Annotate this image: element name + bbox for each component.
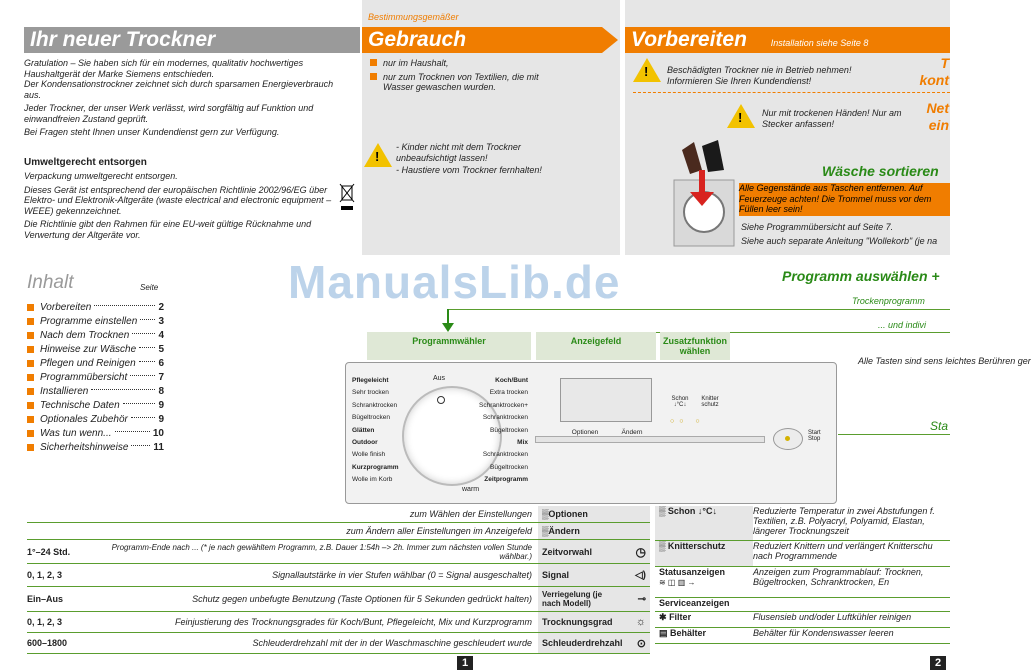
env-p2: Dieses Gerät ist entsprechend der europäischen Richtlinie 2002/96/EG über Elektro- und Elektronik-Altgeräte (waste electrical and electronic equipment – WEEE) gekennzeichnet. <box>24 184 332 216</box>
button-strip <box>535 436 765 443</box>
dial-indicator <box>437 396 445 404</box>
middle-header-small: Bestimmungsgemäßer <box>368 12 459 22</box>
bullet-icon <box>27 360 34 367</box>
bullet-icon <box>27 444 34 451</box>
led-dots: ○○ ○ <box>670 418 705 425</box>
toc-item[interactable]: Sicherheitshinweise 11 <box>27 440 164 454</box>
dial-bottom-label: warm <box>462 486 480 493</box>
program-label: Schranktrocken <box>482 414 528 422</box>
tab-anzeigefeld: Anzeigefeld <box>536 332 656 360</box>
program-title: Programm auswählen + <box>782 268 940 284</box>
program-line1: Trockenprogramm <box>852 296 925 306</box>
env-p1: Verpackung umweltgerecht entsorgen. <box>24 171 178 181</box>
start-led <box>785 436 790 441</box>
middle-item: nur zum Trocknen von Textilien, die mit Wasser gewaschen wurden. <box>370 72 570 93</box>
program-label: Bügeltrocken <box>490 426 528 434</box>
right-warn2: Nur mit trockenen Händen! Nur am Stecker anfassen! <box>762 108 902 129</box>
watermark: ManualsLib.de <box>288 256 621 308</box>
aendern-key: ▒ Ändern <box>538 523 650 539</box>
bullet-icon <box>370 73 377 80</box>
tasten-note: Alle Tasten sind sens leichtes Berühren ger <box>858 356 1031 366</box>
right-table-row: ▤ Behälter Behälter für Kondenswasser leeren <box>655 628 950 644</box>
tab-programmwaehler: Programmwähler <box>367 332 531 360</box>
toc-item[interactable]: Vorbereiten 2 <box>27 300 164 314</box>
toc-page-label: Seite <box>140 283 159 292</box>
warning-icon: ! <box>633 58 661 82</box>
program-label: Pflegeleicht <box>352 377 389 384</box>
table-row: 600–1800 Schleuderdrehzahl mit der in der Waschmaschine geschleudert wurde Schleuderdrehzahl ⊙ <box>27 633 650 654</box>
arrow-down-icon <box>441 309 455 333</box>
right-programs <box>468 375 528 487</box>
spin-icon: ⊙ <box>636 637 646 650</box>
right-warn1: Beschädigten Trockner nie in Betrieb nehmen! Informieren Sie Ihren Kundendienst! <box>667 65 852 86</box>
bullet-icon <box>27 402 34 409</box>
toc-item[interactable]: Pflegen und Reinigen 6 <box>27 356 164 370</box>
program-label: Wolle im Korb <box>352 476 393 484</box>
sort-highlight: Alle Gegenstände aus Taschen entfernen. Auf Feuerzeuge achten! Die Trommel muss vor dem Füllen leer sein! <box>739 183 950 216</box>
program-label: Schranktrocken <box>352 401 398 409</box>
program-label: Koch/Bunt <box>495 377 528 384</box>
bullet-icon <box>27 374 34 381</box>
left-header: Ihr neuer Trockner <box>24 27 360 53</box>
left-programs <box>352 375 412 487</box>
laundry-drum-image <box>672 140 734 248</box>
bullet-icon <box>27 388 34 395</box>
toc-item[interactable]: Technische Daten 9 <box>27 398 164 412</box>
middle-item: nur im Haushalt, <box>370 58 570 69</box>
status-icons: ≋ ◫ ▥ → <box>659 578 696 587</box>
right-table-row: ▒ Schon ↓°C↓ Reduzierte Temperatur in zwei Abstufungen f. Textilien, z.B. Polyacryl, Polyamid, Elastan, längerer Trocknungszeit <box>655 506 950 541</box>
middle-header: Gebrauch <box>362 27 602 53</box>
table-row: 0, 1, 2, 3 Signallautstärke in vier Stufen wählbar (0 = Signal ausgeschaltet) Signal ◁) <box>27 564 650 587</box>
intro-p1: Gratulation – Sie haben sich für ein modernes, qualitativ hochwertiges Haushaltgerät der Marke Siemens entschieden. <box>24 58 304 79</box>
program-label: Schranktrocken+ <box>479 401 528 409</box>
toc-item[interactable]: Was tun wenn... 10 <box>27 426 164 440</box>
intro-text <box>24 58 342 138</box>
toc-item[interactable]: Hinweise zur Wäsche 5 <box>27 342 164 356</box>
optionen-button[interactable]: Optionen <box>563 427 607 441</box>
bullet-icon <box>27 346 34 353</box>
bullet-icon <box>27 332 34 339</box>
bullet-icon <box>370 59 377 66</box>
program-label: Outdoor <box>352 439 378 447</box>
right-side1: T kont <box>919 55 949 88</box>
program-label: Zeitprogramm <box>484 476 528 484</box>
right-table-row: ▒ Knitterschutz Reduziert Knittern und verlängert Knitterschu nach Programmende <box>655 541 950 567</box>
right-table-row: Serviceanzeigen <box>655 598 950 612</box>
right-table-row: ✱ Filter Flusensieb und/oder Luftkühler reinigen <box>655 612 950 628</box>
table-row: zum Wählen der Einstellungen ▒ Optionen <box>27 506 650 523</box>
bullet-icon <box>27 430 34 437</box>
weee-bin-icon <box>338 180 356 212</box>
sort-title: Wäsche sortieren <box>822 163 939 179</box>
right-table-row: Statusanzeigen ≋ ◫ ▥ → Anzeigen zum Programmablauf: Trocknen, Bügeltrocken, Schranktrocken, En <box>655 567 950 598</box>
bullet-icon <box>27 416 34 423</box>
sta-label: Sta <box>930 419 949 433</box>
middle-items <box>370 58 570 93</box>
intro-p2: Der Kondensationstrockner zeichnet sich durch sparsamen Energieverbrauch aus. <box>24 79 334 100</box>
toc-item[interactable]: Nach dem Trocknen 4 <box>27 328 164 342</box>
program-line2: ... und indivi <box>878 320 927 330</box>
toc-item[interactable]: Optionales Zubehör 9 <box>27 412 164 426</box>
middle-header-arrow <box>602 27 618 53</box>
table-row: zum Ändern aller Einstellungen im Anzeigefeld ▒ Ändern <box>27 523 650 540</box>
toc-list <box>27 300 164 454</box>
orange-rule <box>633 92 950 93</box>
clock-icon: ◷ <box>635 544 646 559</box>
sta-rule <box>838 434 950 435</box>
optionen-key: ▒ Optionen <box>538 506 650 522</box>
knitter-label: Knitter schutz <box>701 396 719 408</box>
right-header-note: Installation siehe Seite 8 <box>770 38 869 48</box>
page-number: 2 <box>930 656 946 670</box>
speaker-icon: ◁) <box>634 569 646 581</box>
env-p3: Die Richtlinie gibt den Rahmen für eine EU-weit gültige Rücknahme und Verwertung der Altgeräte vor. <box>24 219 312 240</box>
tab-zusatzfunktion: Zusatzfunktion wählen <box>660 332 730 360</box>
program-label: Schranktrocken <box>482 451 528 459</box>
filter-icon: ✱ <box>659 612 667 622</box>
bullet-icon <box>27 318 34 325</box>
toc-item[interactable]: Programmübersicht 7 <box>27 370 164 384</box>
start-stop-label: Start Stop <box>808 430 821 442</box>
program-label: Extra trocken <box>489 389 528 397</box>
warn-item: - Kinder nicht mit dem Trockner unbeaufsichtigt lassen! <box>396 142 521 163</box>
schon-label: Schon ↓°C↓ <box>671 396 689 408</box>
program-label: Mix <box>517 439 528 447</box>
toc-item[interactable]: Programme einstellen 3 <box>27 314 164 328</box>
container-icon: ▤ <box>659 628 668 638</box>
env-title: Umweltgerecht entsorgen <box>24 157 147 168</box>
display-screen <box>560 378 652 422</box>
warn-item: - Haustiere vom Trockner fernhalten! <box>396 165 542 175</box>
toc-title: Inhalt <box>27 272 74 293</box>
intro-p4: Bei Fragen steht Ihnen unser Kundendienst gern zur Verfügung. <box>24 127 280 137</box>
program-label: Bügeltrocken <box>352 414 390 422</box>
page-number: 1 <box>457 656 473 670</box>
sun-icon: ☼ <box>635 616 646 628</box>
program-label: Kurzprogramm <box>352 463 399 471</box>
dial-top-label: Aus <box>433 375 446 382</box>
program-label: Sehr trocken <box>352 389 389 397</box>
toc-item[interactable]: Installieren 8 <box>27 384 164 398</box>
program-line1-rule <box>448 309 950 310</box>
warning-icon: ! <box>364 143 392 167</box>
middle-warnings <box>396 142 566 176</box>
right-header-title: Vorbereiten <box>631 28 747 51</box>
sort-note2: Siehe auch separate Anleitung "Wollekorb" (je na <box>741 236 938 246</box>
table-row: 1°–24 Std. Programm-Ende nach ... (* je nach gewähltem Programm, z.B. Dauer 1:54h –> 2h. Immer zum nächsten vollen Stunde wählbar.) Zeitvorwahl ◷ <box>27 540 650 564</box>
bullet-icon <box>27 304 34 311</box>
table-row: 0, 1, 2, 3 Feinjustierung des Trocknungsgrades für Koch/Bunt, Pflegeleicht, Mix und Kurzprogramm Trocknungsgrad ☼ <box>27 612 650 633</box>
program-label: Wolle finish <box>352 451 386 459</box>
table-row: Ein–Aus Schutz gegen unbefugte Benutzung (Taste Optionen für 5 Sekunden gedrückt halten) Verriegelung (je nach Modell) ⊸ <box>27 587 650 612</box>
key-icon: ⊸ <box>637 593 646 605</box>
env-text <box>24 171 336 240</box>
aendern-button[interactable]: Ändern <box>610 427 654 441</box>
program-label: Glätten <box>352 426 375 434</box>
right-header <box>625 27 950 53</box>
program-label: Bügeltrocken <box>490 463 528 471</box>
warning-icon: ! <box>727 104 755 128</box>
sort-note1: Siehe Programmübersicht auf Seite 7. <box>741 222 894 232</box>
right-side2: Net ein <box>926 100 949 133</box>
intro-p3: Jeder Trockner, der unser Werk verlässt, wird sorgfältig auf Funktion und einwandfreien Zustand geprüft. <box>24 103 314 124</box>
